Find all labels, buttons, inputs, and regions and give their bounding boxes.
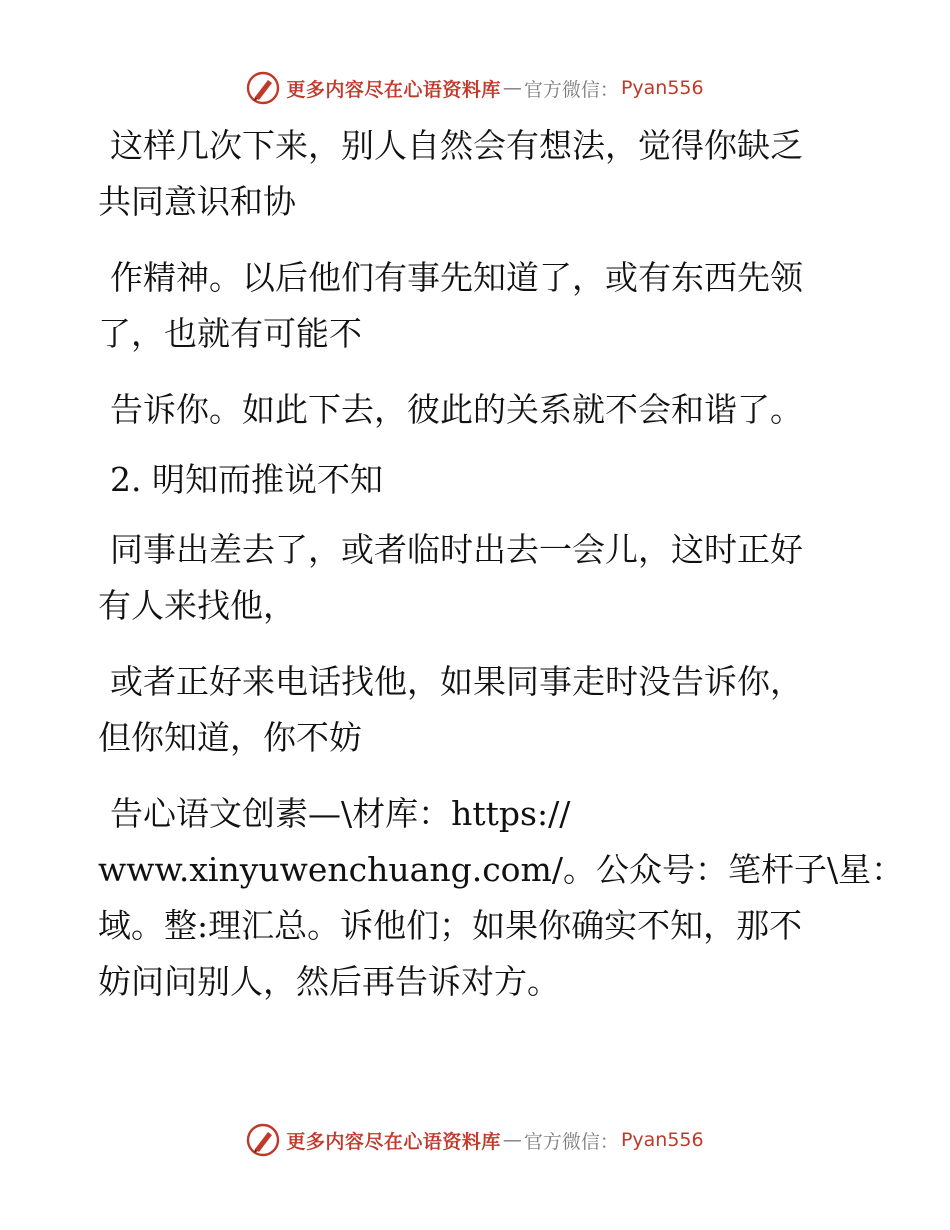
section-heading bbox=[98, 452, 838, 508]
text-line: 共同意识和协 bbox=[98, 182, 296, 221]
banner-wechat-id: Pyan556 bbox=[620, 1129, 704, 1151]
paragraph bbox=[98, 786, 905, 1010]
text-line: 妨问问别人，然后再告诉对方。 bbox=[98, 962, 560, 1001]
text-line: 作精神。以后他们有事先知道了，或有东西先领 bbox=[110, 258, 803, 297]
text-line: 2. 明知而推说不知 bbox=[110, 460, 383, 499]
banner-sub-text: 官方微信： bbox=[523, 1130, 619, 1153]
footer-watermark-banner bbox=[0, 1120, 950, 1160]
header-watermark-banner bbox=[0, 68, 950, 108]
paragraph bbox=[98, 654, 838, 766]
text-line: 同事出差去了，或者临时出去一会儿，这时正好 bbox=[110, 530, 803, 569]
pen-logo-icon bbox=[246, 71, 280, 105]
banner-dash: — bbox=[502, 1129, 522, 1151]
text-line: 告心语文创素—\材库：https:// bbox=[110, 794, 571, 833]
text-line: 但你知道，你不妨 bbox=[98, 718, 362, 757]
paragraph bbox=[98, 382, 838, 438]
banner-dash: — bbox=[502, 77, 522, 99]
text-line: 告诉你。如此下去，彼此的关系就不会和谐了。 bbox=[110, 390, 803, 429]
document-body bbox=[98, 118, 905, 1010]
text-line: www.xinyuwenchuang.com/。公众号：笔杆子\星： bbox=[98, 850, 905, 889]
banner-sub-text: 官方微信： bbox=[523, 78, 619, 101]
pen-logo-icon bbox=[246, 1123, 280, 1157]
paragraph bbox=[98, 118, 838, 230]
banner-main-text: 更多内容尽在心语资料库 bbox=[286, 1130, 501, 1153]
banner-wechat-id: Pyan556 bbox=[620, 77, 704, 99]
paragraph bbox=[98, 522, 838, 634]
text-line: 有人来找他， bbox=[98, 586, 296, 625]
text-line: 或者正好来电话找他，如果同事走时没告诉你， bbox=[110, 662, 803, 701]
text-line: 这样几次下来，别人自然会有想法，觉得你缺乏 bbox=[110, 126, 803, 165]
text-line: 了，也就有可能不 bbox=[98, 314, 362, 353]
paragraph bbox=[98, 250, 838, 362]
text-line: 域。整:理汇总。诉他们；如果你确实不知，那不 bbox=[98, 906, 803, 945]
banner-main-text: 更多内容尽在心语资料库 bbox=[286, 78, 501, 101]
